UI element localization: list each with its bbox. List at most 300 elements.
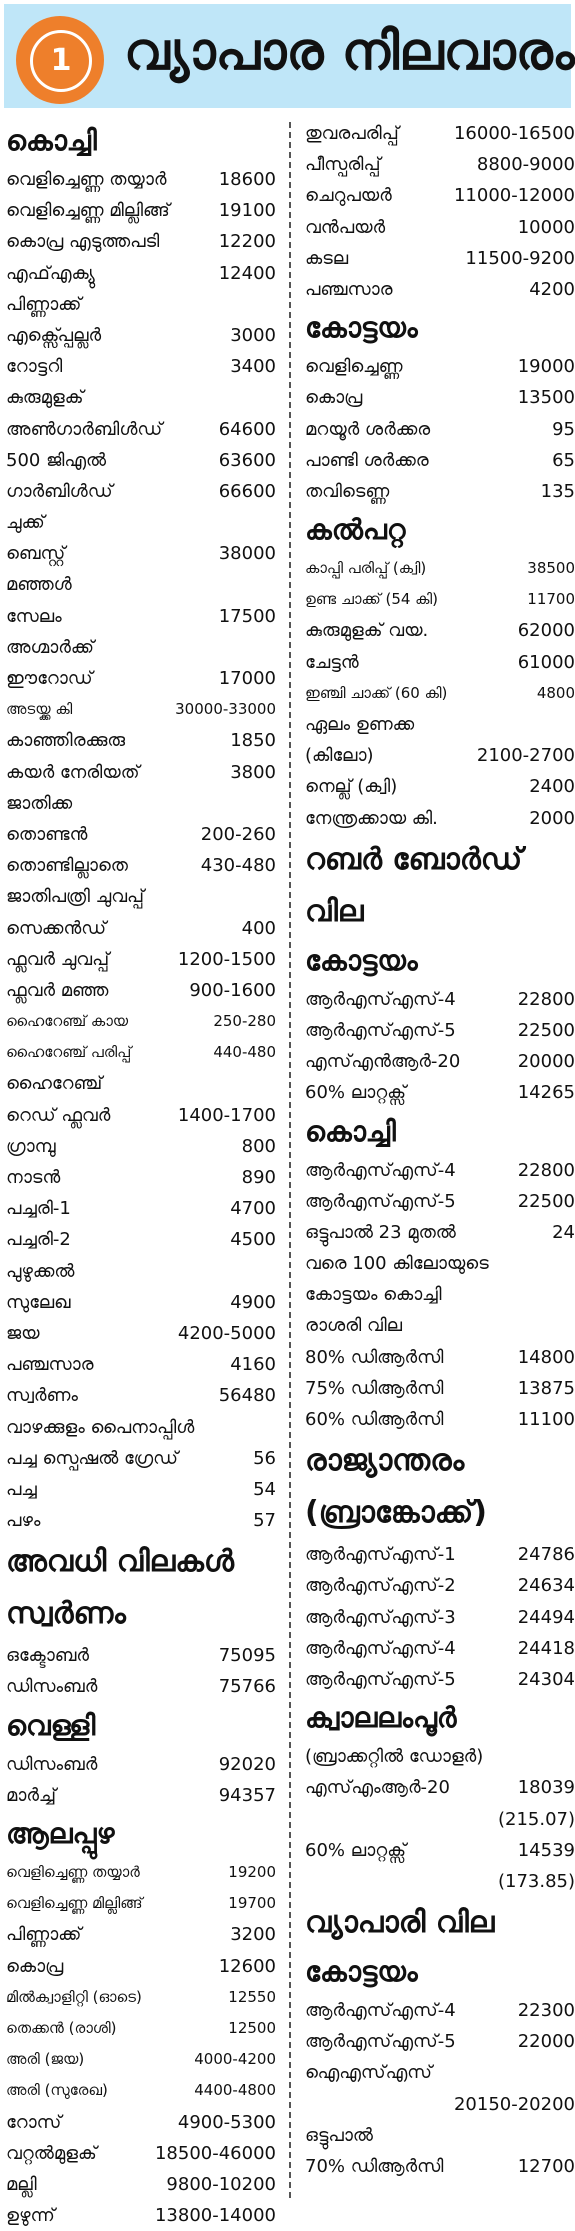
price-row	[6, 1068, 276, 1099]
price-value: 24634	[517, 1575, 575, 1597]
price-row	[6, 725, 276, 756]
commodity-label: ഫ്ലവർ മഞ്ഞ	[6, 979, 109, 1001]
price-value: 4400-4800	[194, 2081, 276, 2100]
section-heading: റബർ ബോർഡ്	[305, 841, 523, 877]
commodity-label: അരി (സുരേഖ)	[6, 2081, 108, 2100]
commodity-label: (ബ്രാക്കറ്റിൽ ഡോളർ)	[305, 1746, 484, 1768]
commodity-label: സെക്കൻഡ്	[6, 917, 107, 939]
price-value: 14539	[517, 1839, 575, 1861]
price-value: 22500	[517, 1190, 575, 1212]
price-row	[6, 788, 276, 819]
section-heading: കൊച്ചി	[305, 1114, 396, 1148]
price-value: 12550	[228, 1987, 276, 2006]
price-row	[6, 1224, 276, 1255]
commodity-label: എസ്എംആർ-20	[305, 1777, 450, 1799]
price-row	[6, 226, 276, 257]
commodity-label: ആർഎസ്എസ്-4	[305, 988, 456, 1010]
commodity-label: ഈറോഡ്	[6, 668, 93, 689]
price-row	[305, 740, 575, 771]
commodity-label: ആർഎസ്എസ്-3	[305, 1606, 456, 1628]
commodity-label: കയർ നേരിയത്	[6, 761, 140, 783]
commodity-label: പുഴുക്കൽ	[6, 1260, 75, 1282]
commodity-label: തൊണ്ടില്ലാതെ	[6, 855, 128, 877]
commodity-label: വെളിച്ചെണ്ണ തയ്യാർ	[6, 1863, 140, 1881]
price-row	[6, 2075, 276, 2106]
commodity-label: പച്ച	[6, 1478, 37, 1500]
commodity-label: പച്ചരി-1	[6, 1198, 71, 1220]
price-row	[6, 1131, 276, 1162]
price-row	[305, 678, 575, 709]
price-value: 11500-9200	[465, 247, 575, 269]
price-row	[6, 1349, 276, 1380]
commodity-label: ഉഴുന്ന്	[6, 2205, 55, 2227]
price-value: 17500	[218, 605, 276, 627]
commodity-label: മാർച്ച്	[6, 1784, 57, 1806]
price-row	[6, 1474, 276, 1505]
price-row	[6, 507, 276, 538]
price-value: 64600	[218, 418, 276, 440]
commodity-label: രാശരി വില	[305, 1315, 403, 1337]
price-row	[305, 1404, 575, 1435]
price-row	[6, 913, 276, 944]
price-value: 4000-4200	[194, 2050, 276, 2069]
price-value: 61000	[517, 651, 575, 673]
price-row	[305, 1995, 575, 2026]
section-heading: വില	[305, 893, 364, 929]
commodity-label: ഗാർബിൾഡ്	[6, 480, 113, 502]
price-row	[305, 1279, 575, 1310]
price-row	[6, 1505, 276, 1536]
commodity-label: ഒക്ടോബർ	[6, 1645, 90, 1667]
price-row	[6, 1443, 276, 1474]
price-value: 22300	[517, 2000, 575, 2022]
price-row	[6, 694, 276, 725]
commodity-label: ആർഎസ്എസ്-4	[305, 1637, 456, 1659]
commodity-label: ആർഎസ്എസ്-5	[305, 1019, 456, 1041]
price-value: 4900	[230, 1291, 276, 1313]
price-row	[6, 445, 276, 476]
price-row	[305, 1633, 575, 1664]
commodity-label: പീസ്പരിപ്പ്	[305, 154, 381, 176]
commodity-label: വാഴക്കുളം പൈനാപ്പിൾ	[6, 1416, 195, 1438]
price-row	[305, 149, 575, 180]
section-heading: (ബ്രാങ്കോക്ക്)	[305, 1495, 487, 1531]
price-row	[6, 1640, 276, 1671]
commodity-label: റോട്ടറി	[6, 356, 63, 378]
price-row	[6, 1780, 276, 1811]
price-row	[305, 243, 575, 274]
price-value: 9800-10200	[166, 2173, 276, 2195]
commodity-label: 60% ഡിആർസി	[305, 1409, 444, 1430]
price-value: 22500	[517, 1019, 575, 1041]
price-value: 4800	[536, 683, 575, 702]
price-row	[6, 944, 276, 975]
price-value: 3000	[230, 324, 276, 346]
price-value: 56480	[218, 1385, 276, 1407]
commodity-label: കാഞ്ഞിരക്കുരു	[6, 730, 126, 752]
column-divider	[289, 122, 291, 2198]
section-heading: സ്വർണം	[6, 1596, 126, 1632]
price-row	[6, 757, 276, 788]
price-value: 24418	[517, 1637, 575, 1659]
price-row	[305, 445, 575, 476]
badge-number: 1	[30, 30, 92, 92]
price-row	[305, 1741, 575, 1772]
price-value: 14265	[517, 1082, 575, 1104]
price-value: (215.07)	[497, 1808, 575, 1830]
commodity-label: ഹൈറേഞ്ച് പരിപ്പ്	[6, 1043, 132, 1062]
price-value: 200-260	[200, 823, 276, 845]
commodity-label: കുരുമുളക്	[6, 387, 84, 409]
price-value: 17000	[218, 668, 276, 689]
price-value: 900-1600	[189, 979, 276, 1001]
price-value: 4200-5000	[177, 1322, 276, 1344]
commodity-label: പഴം	[6, 1510, 41, 1532]
price-value: 2400	[529, 776, 575, 798]
right-column	[305, 118, 575, 2182]
commodity-label: ആർഎസ്എസ്-4	[305, 2000, 456, 2022]
price-row	[305, 1046, 575, 1077]
price-value: (173.85)	[497, 1870, 575, 1892]
price-row	[305, 1342, 575, 1373]
price-row	[6, 2013, 276, 2044]
commodity-label: ഹൈറേഞ്ച് കായ	[6, 1012, 129, 1031]
commodity-label: ആർഎസ്എസ്-5	[305, 2031, 456, 2053]
price-row	[305, 984, 575, 1015]
commodity-label: പിണ്ണാക്ക്	[6, 293, 82, 315]
commodity-label: ആർഎസ്എസ്-4	[305, 1159, 456, 1181]
header-banner	[4, 4, 575, 108]
price-value: 1400-1700	[177, 1104, 276, 1126]
commodity-label: 500 ജിഎൽ	[6, 449, 107, 471]
price-value: 13500	[517, 387, 575, 409]
section-heading: കോട്ടയം	[305, 311, 418, 345]
commodity-label: ബെസ്റ്റ്	[6, 543, 66, 565]
commodity-label: വരെ 100 കിലോയുടെ	[305, 1253, 489, 1275]
price-row	[6, 2107, 276, 2138]
price-row	[6, 1982, 276, 2013]
section-heading: കൽപറ്റ	[305, 513, 406, 547]
commodity-label: ആർഎസ്എസ്-1	[305, 1544, 456, 1566]
price-value: 1200-1500	[177, 948, 276, 970]
price-value: 12700	[517, 2156, 575, 2177]
price-value: 1850	[230, 730, 276, 752]
price-value: 62000	[517, 620, 575, 642]
commodity-label: ആർഎസ്എസ്-5	[305, 1190, 456, 1212]
commodity-label: കൊപ്ര	[305, 387, 363, 409]
price-value: 19700	[228, 1894, 276, 1913]
commodity-label: 60% ലാറ്റക്സ്	[305, 1082, 407, 1104]
price-value: 22000	[517, 2031, 575, 2053]
price-row	[305, 118, 575, 149]
price-row	[6, 850, 276, 881]
price-row	[6, 414, 276, 445]
price-value: 11700	[527, 590, 575, 609]
price-row	[6, 382, 276, 413]
commodity-label: ഫ്ലവർ ചുവപ്പ്	[6, 948, 110, 970]
price-value: 12400	[218, 262, 276, 284]
price-value: 3800	[230, 761, 276, 783]
price-row	[305, 1570, 575, 1601]
price-value: 24494	[517, 1606, 575, 1628]
price-row	[305, 274, 575, 305]
commodity-label: ഡിസംബർ	[6, 1676, 98, 1698]
price-row	[6, 1162, 276, 1193]
price-row	[305, 584, 575, 615]
commodity-label: ഏലം ഉണക്ക	[305, 714, 415, 735]
price-row	[305, 1248, 575, 1279]
price-row	[305, 2026, 575, 2057]
price-row	[6, 2044, 276, 2075]
commodity-label: ഇഞ്ചി ചാക്ക് (60 കി)	[305, 683, 448, 702]
commodity-label: നെല്ല് (ക്വി)	[305, 776, 398, 798]
price-row	[305, 2151, 575, 2182]
commodity-label: അടയ്ക്ക കി	[6, 700, 73, 719]
price-value: 20000	[517, 1051, 575, 1073]
price-value: 800	[241, 1135, 276, 1157]
commodity-label: മഞ്ഞൾ	[6, 574, 72, 596]
section-heading: ക്വാലലംപൂർ	[305, 1701, 457, 1735]
price-row	[6, 2200, 276, 2231]
section-heading: കോട്ടയം	[305, 943, 418, 977]
section-heading: കൊച്ചി	[6, 124, 97, 157]
price-row	[305, 709, 575, 740]
price-row	[305, 351, 575, 382]
commodity-label: ഗ്രാമ്പു	[6, 1135, 56, 1157]
price-row	[6, 1100, 276, 1131]
price-row	[6, 881, 276, 912]
commodity-label: ജാതിപത്രി ചുവപ്പ്	[6, 886, 145, 908]
section-heading: അവധി വിലകൾ	[6, 1544, 234, 1580]
price-value: 13875	[517, 1377, 575, 1399]
price-row	[305, 414, 575, 445]
price-row	[6, 1671, 276, 1702]
price-row	[305, 1664, 575, 1695]
price-value: 63600	[218, 449, 276, 471]
price-row	[305, 2120, 575, 2151]
price-value: 75766	[218, 1676, 276, 1698]
commodity-label: മറയൂർ ശർക്കര	[305, 418, 431, 440]
price-row	[305, 553, 575, 584]
price-row	[6, 1380, 276, 1411]
commodity-label: ചേട്ടൻ	[305, 651, 359, 673]
price-row	[305, 1015, 575, 1046]
price-row	[6, 1037, 276, 1068]
price-value: 54	[253, 1478, 276, 1500]
price-row	[305, 1077, 575, 1108]
price-row	[6, 663, 276, 694]
commodity-label: ഡിസംബർ	[6, 1753, 98, 1775]
commodity-label: അൺഗാർബിൾഡ്	[6, 418, 163, 440]
commodity-label: റെഡ് ഫ്ലവർ	[6, 1104, 111, 1126]
section-heading: രാജ്യാന്തരം	[305, 1443, 465, 1479]
price-value: 135	[540, 480, 575, 502]
price-value: 4200	[529, 278, 575, 300]
commodity-label: സുലേഖ	[6, 1291, 71, 1313]
price-value: 19000	[517, 356, 575, 378]
commodity-label: ഹൈറേഞ്ച്	[6, 1073, 103, 1095]
commodity-label: 75% ഡിആർസി	[305, 1377, 444, 1399]
price-row	[305, 803, 575, 834]
price-row	[6, 289, 276, 320]
price-row	[305, 2057, 575, 2088]
price-value: 22800	[517, 1159, 575, 1181]
price-row	[6, 1951, 276, 1982]
price-row	[6, 975, 276, 1006]
price-value: 4700	[230, 1198, 276, 1220]
commodity-label: നേന്ത്രക്കായ കി.	[305, 807, 438, 829]
price-row	[305, 1155, 575, 1186]
price-row	[305, 1602, 575, 1633]
price-row	[6, 1287, 276, 1318]
price-row	[6, 1193, 276, 1224]
price-value: 18500-46000	[154, 2142, 276, 2164]
commodity-label: തുവരപരിപ്പ്	[305, 123, 399, 144]
price-row	[305, 1217, 575, 1248]
price-value: 24786	[517, 1544, 575, 1566]
commodity-label: എസ്എൻആർ-20	[305, 1051, 461, 1073]
price-value: 22800	[517, 988, 575, 1010]
price-row	[305, 647, 575, 678]
left-column	[6, 118, 276, 2231]
price-row	[6, 1412, 276, 1443]
price-value: 4900-5300	[177, 2111, 276, 2133]
price-value: 38500	[527, 559, 575, 578]
price-row	[6, 1919, 276, 1950]
price-row	[6, 2169, 276, 2200]
price-row	[305, 771, 575, 802]
price-row	[305, 1539, 575, 1570]
commodity-label: ജയ	[6, 1322, 40, 1344]
price-value: 4500	[230, 1229, 276, 1251]
commodity-label: സ്വർണം	[6, 1385, 78, 1407]
commodity-label: കടല	[305, 247, 349, 269]
price-value: 24304	[517, 1668, 575, 1690]
price-row	[305, 476, 575, 507]
price-value: 4160	[230, 1354, 276, 1376]
price-value: 66600	[218, 480, 276, 502]
commodity-label: പിണ്ണാക്ക്	[6, 1924, 82, 1946]
price-value: 440-480	[213, 1043, 276, 1062]
price-value: 2100-2700	[476, 745, 575, 767]
price-row	[305, 1772, 575, 1803]
commodity-label: ഉണ്ട ചാക്ക് (54 കി)	[305, 590, 438, 609]
price-row	[6, 320, 276, 351]
commodity-label: അരി (ജയ)	[6, 2050, 85, 2069]
price-row	[6, 476, 276, 507]
price-value: 19100	[218, 200, 276, 222]
commodity-label: സേലം	[6, 605, 62, 627]
price-row	[305, 1804, 575, 1835]
commodity-label: എക്സ്പ്പെല്ലർ	[6, 324, 102, 346]
price-value: 890	[241, 1167, 276, 1188]
price-value: 75095	[218, 1645, 276, 1667]
price-value: 94357	[218, 1784, 276, 1806]
commodity-label: കാപ്പി പരിപ്പ് (ക്വി)	[305, 559, 427, 578]
commodity-label: കുരുമുളക് വയ.	[305, 620, 429, 642]
price-row	[305, 180, 575, 211]
section-heading: കോട്ടയം	[305, 1955, 418, 1989]
price-value: 3400	[230, 356, 276, 378]
price-value: 20150-20200	[453, 2093, 575, 2115]
price-value: 24	[552, 1221, 575, 1243]
price-row	[6, 1749, 276, 1780]
price-value: 16000-16500	[453, 123, 575, 144]
commodity-label: വെളിച്ചെണ്ണ	[305, 356, 403, 378]
commodity-label: മിൽക്വാളിറ്റി (ഓടെ)	[6, 1987, 142, 2006]
price-row	[6, 819, 276, 850]
price-row	[6, 1006, 276, 1037]
price-row	[305, 382, 575, 413]
price-row	[6, 1256, 276, 1287]
price-value: 92020	[218, 1753, 276, 1775]
price-value: 57	[253, 1510, 276, 1532]
price-row	[305, 1866, 575, 1897]
price-value: 11000-12000	[453, 185, 575, 207]
number-badge	[16, 16, 104, 104]
price-value: 400	[241, 917, 276, 939]
price-value: 56	[253, 1447, 276, 1469]
commodity-label: ആർഎസ്എസ്-5	[305, 1668, 456, 1690]
commodity-label: വൻപയർ	[305, 216, 386, 238]
price-row	[6, 601, 276, 632]
price-row	[305, 2089, 575, 2120]
commodity-label: കൊപ്ര എടുത്തപടി	[6, 231, 160, 253]
commodity-label: തവിടെണ്ണ	[305, 480, 390, 502]
price-value: 11100	[517, 1409, 575, 1430]
price-value: 19200	[228, 1863, 276, 1881]
price-row	[305, 1835, 575, 1866]
commodity-label: പച്ച സ്പെഷൽ ഗ്രേഡ്	[6, 1447, 178, 1469]
price-value: 12200	[218, 231, 276, 253]
price-row	[6, 2138, 276, 2169]
price-row	[6, 164, 276, 195]
commodity-label: തെക്കൻ (രാശി)	[6, 2018, 117, 2037]
price-value: 38000	[218, 543, 276, 565]
price-row	[6, 1857, 276, 1888]
price-value: 65	[552, 449, 575, 471]
price-value: 30000-33000	[175, 700, 276, 719]
commodity-label: വറ്റൽമുളക്	[6, 2142, 97, 2164]
commodity-label: അഗ്മാർക്ക്	[6, 636, 94, 658]
price-row	[6, 632, 276, 663]
section-heading: വ്യാപാരി വില	[305, 1905, 495, 1941]
price-row	[305, 1373, 575, 1404]
price-value: 2000	[529, 807, 575, 829]
price-value: 12500	[228, 2018, 276, 2037]
price-row	[305, 212, 575, 243]
page-title: വ്യാപാര നിലവാരം	[124, 22, 575, 82]
price-row	[305, 1186, 575, 1217]
commodity-label: റോസ്	[6, 2111, 62, 2133]
commodity-label: എഫ്എക്യു	[6, 262, 95, 284]
price-value: 3200	[230, 1924, 276, 1946]
commodity-label: പഞ്ചസാര	[6, 1354, 94, 1376]
commodity-label: തൊണ്ടൻ	[6, 823, 88, 845]
price-row	[6, 258, 276, 289]
price-row	[305, 615, 575, 646]
commodity-label: 70% ഡിആർസി	[305, 2156, 444, 2177]
commodity-label: കൊപ്ര	[6, 1955, 64, 1977]
commodity-label: 80% ഡിആർസി	[305, 1346, 444, 1368]
price-row	[6, 1888, 276, 1919]
price-row	[6, 538, 276, 569]
price-value: 18039	[517, 1777, 575, 1799]
commodity-label: കോട്ടയം കൊച്ചി	[305, 1284, 442, 1306]
price-value: 8800-9000	[476, 154, 575, 176]
commodity-label: മല്ലി	[6, 2173, 37, 2195]
commodity-label: വെളിച്ചെണ്ണ മില്ലിങ്ങ്	[6, 200, 170, 222]
